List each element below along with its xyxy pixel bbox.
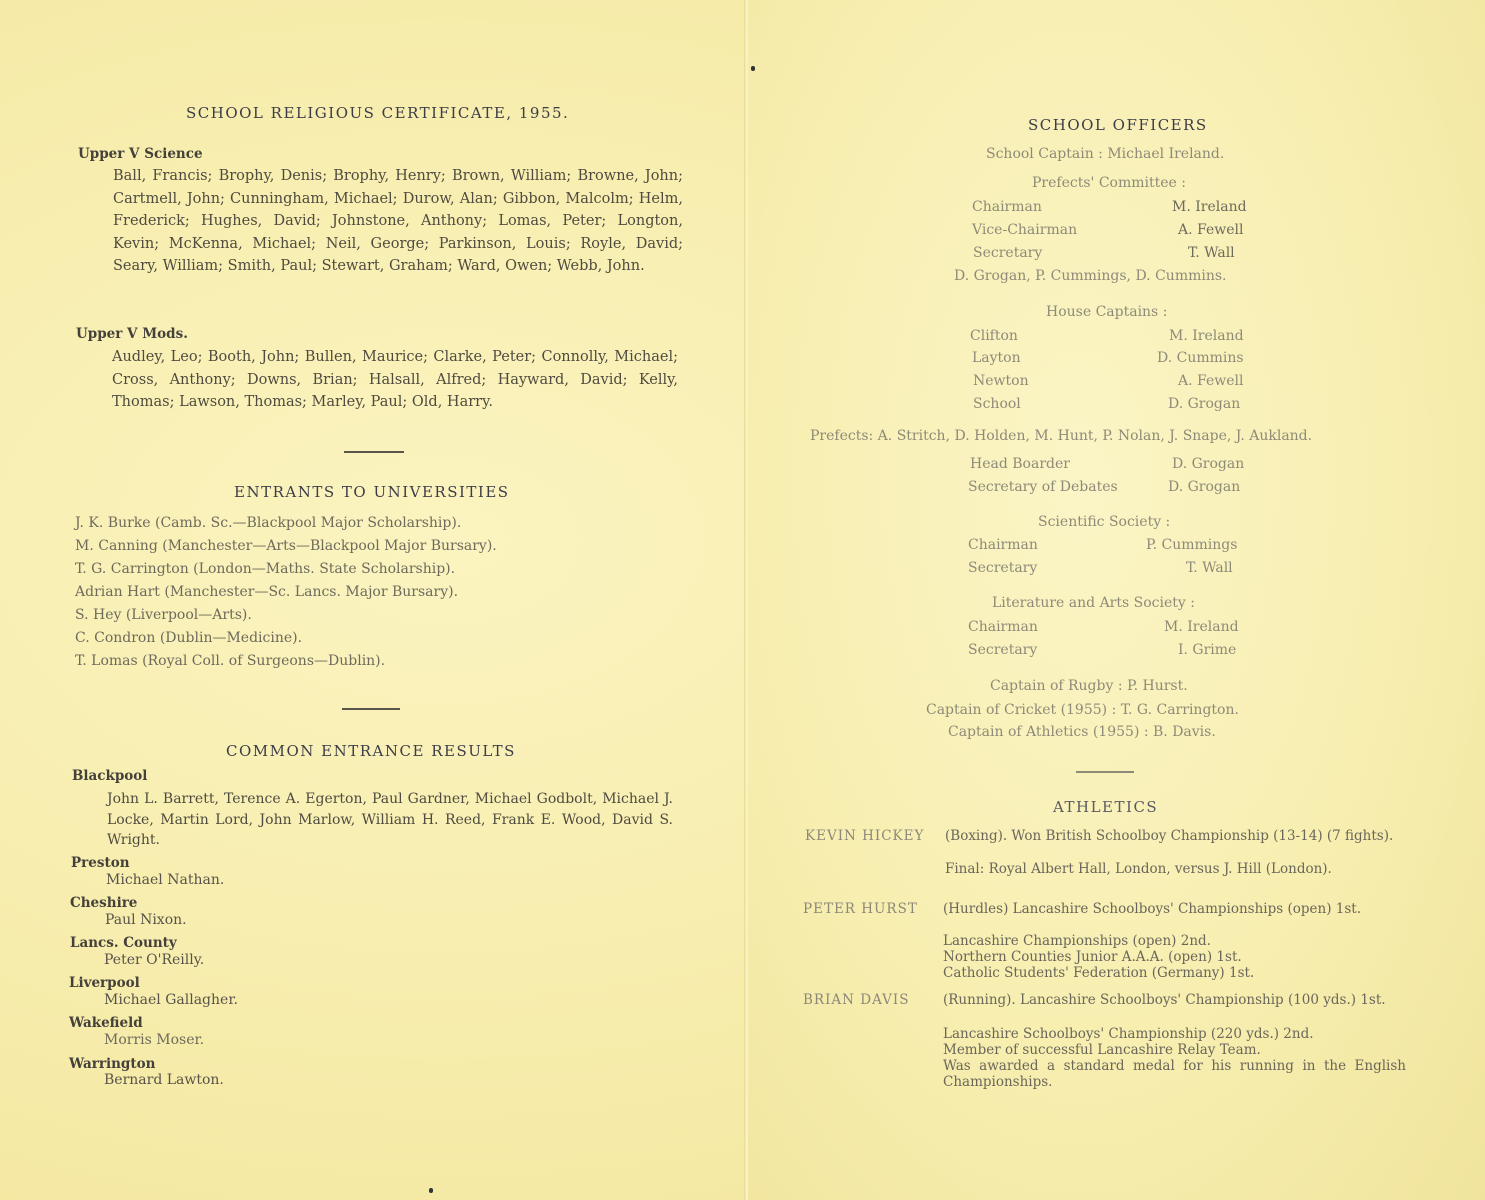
athlete-achievement: (Boxing). Won British Schoolboy Championship (13-14) (7 fights).: [945, 828, 1394, 844]
captain-athletics: Captain of Athletics (1955) : B. Davis.: [948, 724, 1216, 740]
society-name: P. Cummings: [1146, 537, 1238, 553]
head-boarder-name: D. Grogan: [1172, 456, 1245, 472]
society-role: Chairman: [968, 619, 1038, 635]
athletics-entry: [803, 902, 1408, 990]
society-role: Secretary: [968, 642, 1038, 658]
society-name: M. Ireland: [1164, 619, 1239, 635]
society-name: I. Grime: [1178, 642, 1237, 658]
committee-members: D. Grogan, P. Cummings, D. Cummins.: [954, 268, 1227, 284]
university-entrant: Adrian Hart (Manchester—Sc. Lancs. Major Bursary).: [75, 584, 459, 600]
athlete-achievement: Lancashire Schoolboys' Championship (220 yds.) 2nd.: [943, 1026, 1314, 1042]
university-entrant: S. Hey (Liverpool—Arts).: [75, 607, 252, 623]
ce-names: Morris Moser.: [104, 1032, 205, 1048]
debates-secretary-name: D. Grogan: [1168, 479, 1241, 495]
ce-area: Preston: [71, 855, 130, 871]
school-officers-heading: SCHOOL OFFICERS: [1028, 116, 1208, 134]
scientific-society-label: Scientific Society :: [1038, 514, 1171, 530]
committee-role: Chairman: [972, 199, 1042, 215]
ce-names: John L. Barrett, Terence A. Egerton, Paul Gardner, Michael Godbolt, Michael J. Locke, Martin Lord, John Marlow, William H. Reed, Frank E. Wood, David S. Wright.: [107, 791, 673, 848]
university-entrant: M. Canning (Manchester—Arts—Blackpool Major Bursary).: [75, 538, 497, 554]
ce-area: Blackpool: [72, 768, 148, 784]
university-entrant: C. Condron (Dublin—Medicine).: [75, 630, 303, 646]
house-name: Newton: [973, 373, 1029, 389]
society-name: T. Wall: [1186, 560, 1233, 576]
society-role: Secretary: [968, 560, 1038, 576]
house-captains-label: House Captains :: [1046, 304, 1168, 320]
ce-area: Liverpool: [69, 975, 140, 991]
ce-names: Paul Nixon.: [105, 912, 187, 928]
house-name: Layton: [972, 350, 1021, 366]
section-divider: [344, 451, 404, 453]
head-boarder-label: Head Boarder: [970, 456, 1070, 472]
school-captain: School Captain : Michael Ireland.: [986, 146, 1225, 162]
house-name: School: [973, 396, 1021, 412]
ce-area: Cheshire: [70, 895, 138, 911]
ce-names: Michael Gallagher.: [104, 992, 238, 1008]
right-page: [748, 0, 1485, 1200]
committee-role: Secretary: [973, 245, 1043, 261]
athlete-name: BRIAN DAVIS: [803, 992, 910, 1008]
staple-mark: [751, 66, 755, 71]
section-divider: [1076, 771, 1134, 773]
ce-names: Michael Nathan.: [106, 872, 225, 888]
house-captain: M. Ireland: [1169, 328, 1244, 344]
literature-society-label: Literature and Arts Society :: [992, 595, 1195, 611]
athlete-achievement: Northern Counties Junior A.A.A. (open) 1st.: [943, 949, 1242, 965]
athlete-name: KEVIN HICKEY: [805, 828, 925, 844]
ce-area: Wakefield: [69, 1015, 143, 1031]
ce-names: Bernard Lawton.: [104, 1072, 224, 1088]
upper-v-science-names: Ball, Francis; Brophy, Denis; Brophy, Henry; Brown, William; Browne, John; Cartmell, John; Cunningham, Michael; Durow, Alan; Gibbon, Malcolm; Helm, Frederick; Hughes, David; Johnstone, Anthony; Lomas, Peter; Longton, Kevin; McKenna, Michael; Neil, George; Parkinson, Louis; Royle, David; Seary, William; Smith, Paul; Stewart, Graham; Ward, Owen; Webb, John.: [113, 168, 683, 274]
athlete-achievement: Final: Royal Albert Hall, London, versus J. Hill (London).: [945, 861, 1332, 877]
debates-secretary-label: Secretary of Debates: [968, 479, 1118, 495]
captain-cricket: Captain of Cricket (1955) : T. G. Carrington.: [926, 702, 1239, 718]
upper-v-science-label: Upper V Science: [78, 146, 203, 162]
ce-names: Peter O'Reilly.: [104, 952, 205, 968]
house-captain: A. Fewell: [1178, 373, 1244, 389]
universities-heading: ENTRANTS TO UNIVERSITIES: [234, 483, 510, 501]
staple-mark: [429, 1188, 433, 1193]
house-captain: D. Cummins: [1157, 350, 1244, 366]
ce-area: Lancs. County: [70, 935, 177, 951]
captain-rugby: Captain of Rugby : P. Hurst.: [990, 678, 1188, 694]
athlete-achievement: (Running). Lancashire Schoolboys' Championship (100 yds.) 1st.: [943, 992, 1386, 1008]
upper-v-mods-label: Upper V Mods.: [76, 326, 188, 342]
ce-area: Warrington: [69, 1056, 156, 1072]
house-name: Clifton: [970, 328, 1018, 344]
athlete-achievement: Was awarded a standard medal for his running in the English Championships.: [943, 1058, 1406, 1090]
university-entrant: T. G. Carrington (London—Maths. State Scholarship).: [75, 561, 456, 577]
house-captain: D. Grogan: [1168, 396, 1241, 412]
athlete-name: PETER HURST: [803, 901, 918, 917]
prefects-committee-label: Prefects' Committee :: [1032, 175, 1186, 191]
common-entrance-heading: COMMON ENTRANCE RESULTS: [226, 742, 516, 760]
committee-name: M. Ireland: [1172, 199, 1247, 215]
athlete-achievement: Catholic Students' Federation (Germany) 1st.: [943, 965, 1255, 981]
athletics-heading: ATHLETICS: [1053, 798, 1159, 816]
committee-name: A. Fewell: [1178, 222, 1244, 238]
upper-v-mods-names: Audley, Leo; Booth, John; Bullen, Maurice; Clarke, Peter; Connolly, Michael; Cross, Anthony; Downs, Brian; Halsall, Alfred; Hayward, David; Kelly, Thomas; Lawson, Thomas; Marley, Paul; Old, Harry.: [112, 349, 678, 410]
committee-name: T. Wall: [1188, 245, 1235, 261]
athlete-achievement: Member of successful Lancashire Relay Team.: [943, 1042, 1261, 1058]
committee-role: Vice-Chairman: [972, 222, 1078, 238]
university-entrant: J. K. Burke (Camb. Sc.—Blackpool Major Scholarship).: [75, 515, 462, 531]
athlete-achievement: (Hurdles) Lancashire Schoolboys' Championships (open) 1st.: [943, 901, 1361, 917]
prefects-list: Prefects: A. Stritch, D. Holden, M. Hunt, P. Nolan, J. Snape, J. Aukland.: [810, 428, 1313, 444]
section-divider: [342, 708, 400, 710]
society-role: Chairman: [968, 537, 1038, 553]
athletics-entry: [803, 993, 1408, 1093]
religious-certificate-heading: SCHOOL RELIGIOUS CERTIFICATE, 1955.: [186, 104, 570, 122]
athletics-entry: [805, 829, 1408, 893]
university-entrant: T. Lomas (Royal Coll. of Surgeons—Dublin).: [75, 653, 386, 669]
athlete-achievement: Lancashire Championships (open) 2nd.: [943, 933, 1211, 949]
